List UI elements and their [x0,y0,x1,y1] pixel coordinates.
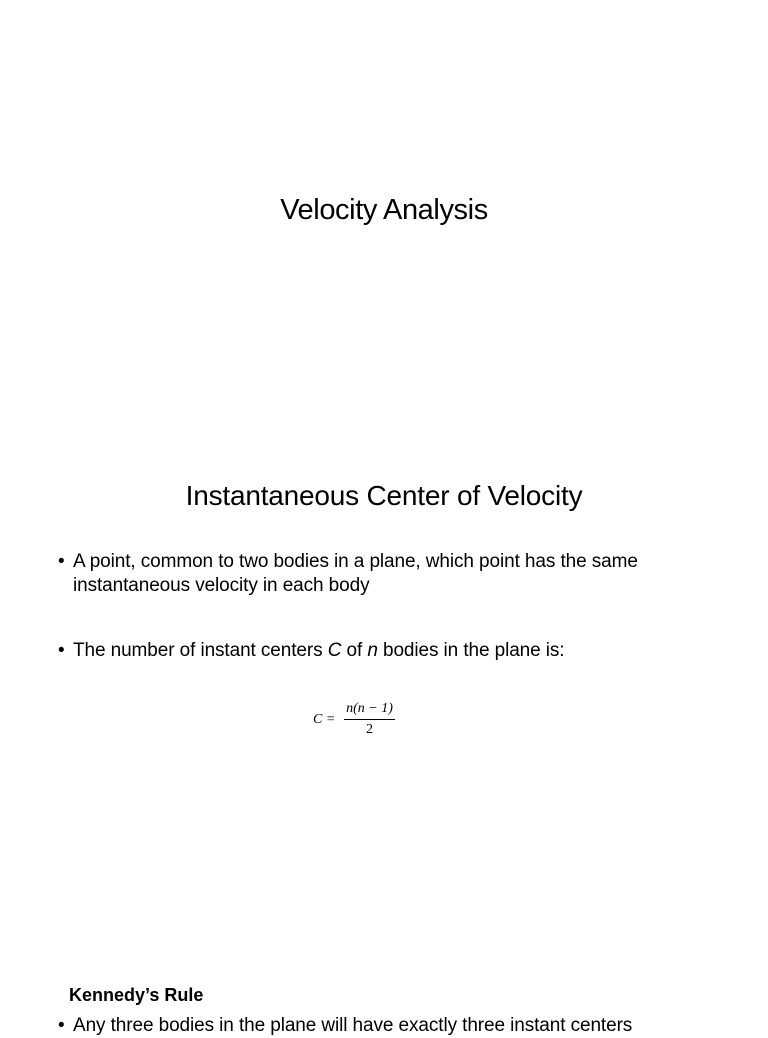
bullet-marker: • [58,551,65,572]
bullet-marker: • [58,1015,65,1036]
slide-title: Instantaneous Center of Velocity [185,480,583,511]
bullet-item [58,639,738,663]
slide-title: Velocity Analysis [280,194,488,226]
bullet-text: Any three bodies in the plane will have exactly three instant centers [73,1015,633,1036]
bullet-text-segment: The number of instant centers [73,640,328,661]
variable-n: n [367,640,378,661]
bullet-item [58,1014,738,1038]
formula-fraction [344,700,395,738]
bullet-text-line: instantaneous velocity in each body [73,575,370,596]
bullet-text-segment: bodies in the plane is: [377,640,565,661]
fraction-bar [344,719,395,720]
formula-denominator: 2 [366,722,373,737]
formula-numerator: n(n − 1) [346,701,393,716]
bullet-text-segment: of [341,640,368,661]
bullet-marker: • [58,640,65,661]
bullet-item [58,550,738,598]
bullet-text-line: A point, common to two bodies in a plane, which point has the same [73,551,638,572]
bullet-text [73,639,738,663]
formula-lhs: C = [313,712,336,727]
slide-heading: Kennedy’s Rule [69,985,204,1005]
bullet-text [73,550,738,598]
variable-c: C [327,640,342,661]
